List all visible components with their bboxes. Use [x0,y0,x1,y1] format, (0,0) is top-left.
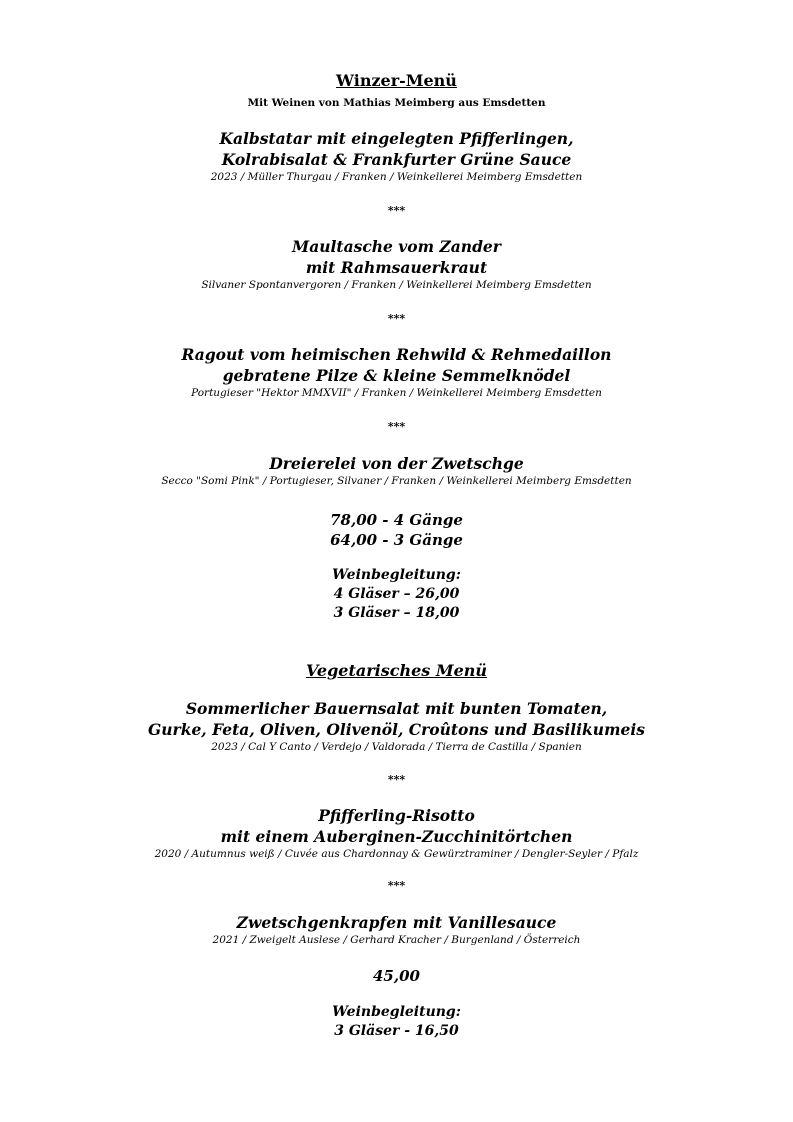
winzer-course-2-dish-line-1: Maultasche vom Zander [292,237,501,256]
winzer-course-4-dish-line-1: Dreierelei von der Zwetschge [269,454,524,473]
veg-course-2-wine: 2020 / Autumnus weiß / Cuvée aus Chardonnay & Gewürztraminer / Dengler-Seyler / Pfalz [154,848,639,860]
winzer-separator-2: *** [387,312,406,325]
veg-course-3-dish-line-1: Zwetschgenkrapfen mit Vanillesauce [236,913,557,932]
winzer-course-2-wine: Silvaner Spontanvergoren / Franken / Weinkellerei Meimberg Emsdetten [201,279,592,291]
veg-pairing-3-glasses: 3 Gläser - 16,50 [334,1023,459,1039]
winzer-course-1-wine: 2023 / Müller Thurgau / Franken / Weinkellerei Meimberg Emsdetten [210,171,583,183]
winzer-pairing-label: Weinbegleitung: [332,567,461,583]
veg-course-2-dish-line-2: mit einem Auberginen-Zucchinitörtchen [220,827,573,846]
veg-menu-title: Vegetarisches Menü [305,661,488,680]
winzer-pairing-4-glasses: 4 Gläser – 26,00 [333,586,460,602]
winzer-course-4-wine: Secco "Somi Pink" / Portugieser, Silvaner / Franken / Weinkellerei Meimberg Emsdetten [161,475,632,487]
veg-separator-2: *** [387,879,406,892]
veg-course-1-dish-line-1: Sommerlicher Bauernsalat mit bunten Tomaten, [185,699,608,718]
winzer-price-4-courses: 78,00 - 4 Gänge [330,511,463,529]
veg-course-3-wine: 2021 / Zweigelt Auslese / Gerhard Kracher / Burgenland / Österreich [212,934,581,946]
winzer-course-1-dish-line-1: Kalbstatar mit eingelegten Pfifferlingen, [219,129,574,148]
veg-course-1-dish-line-2: Gurke, Feta, Oliven, Olivenöl, Croûtons und Basilikumeis [148,720,645,739]
winzer-course-3-dish-line-2: gebratene Pilze & kleine Semmelknödel [222,366,571,385]
winzer-pairing-3-glasses: 3 Gläser – 18,00 [333,605,460,621]
veg-price: 45,00 [373,967,420,985]
veg-pairing-label: Weinbegleitung: [332,1004,461,1020]
veg-course-1-wine: 2023 / Cal Y Canto / Verdejo / Valdorada / Tierra de Castilla / Spanien [211,741,582,753]
winzer-course-1-dish-line-2: Kolrabisalat & Frankfurter Grüne Sauce [221,150,572,169]
winzer-separator-3: *** [387,420,406,433]
winzer-course-2-dish-line-2: mit Rahmsauerkraut [305,258,488,277]
winzer-menu-title: Winzer-Menü [336,71,457,90]
veg-course-2-dish-line-1: Pfifferling-Risotto [318,806,475,825]
winzer-menu-subtitle: Mit Weinen von Mathias Meimberg aus Emsdetten [247,97,546,109]
winzer-course-3-wine: Portugieser "Hektor MMXVII" / Franken / Weinkellerei Meimberg Emsdetten [191,387,602,399]
winzer-price-3-courses: 64,00 - 3 Gänge [330,531,463,549]
winzer-separator-1: *** [387,204,406,217]
veg-separator-1: *** [387,773,406,786]
winzer-course-3-dish-line-1: Ragout vom heimischen Rehwild & Rehmedaillon [181,345,612,364]
